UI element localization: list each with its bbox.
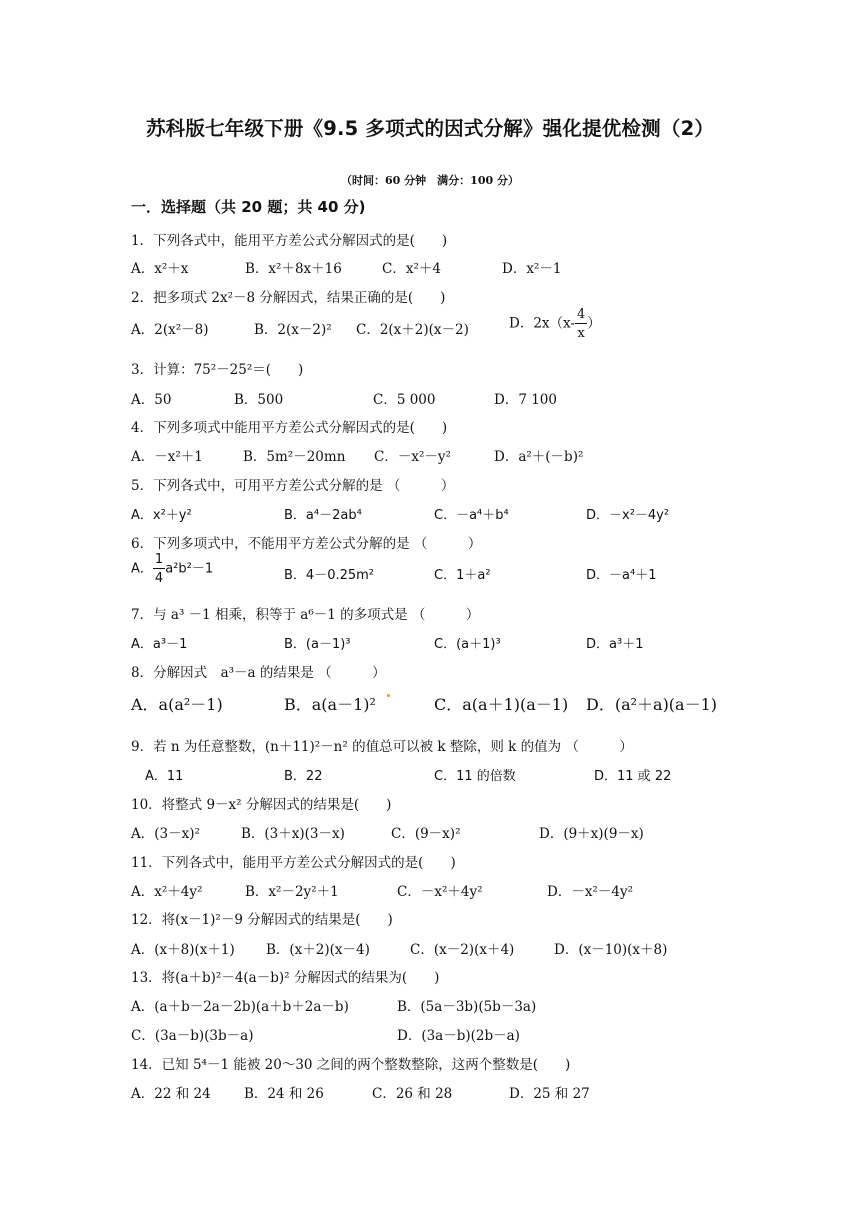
q5-option-b: B．a⁴－2ab⁴ — [284, 508, 362, 523]
q13-option-c: C．(3a－b)(3b－a) — [131, 1028, 254, 1044]
q2-d-denominator: x — [577, 326, 585, 341]
q6-a-numerator: 1 — [154, 552, 164, 567]
question-9: 9．若 n 为任意整数，(n＋11)²－n² 的值总可以被 k 整除，则 k 的值为 （ ） — [131, 739, 633, 755]
page-title: 苏科版七年级下册《9.5 多项式的因式分解》强化提优检测（2） — [145, 117, 715, 140]
q8-option-a: A．a(a²－1) — [131, 695, 223, 714]
q2-d-prefix: D．2x（x- — [509, 315, 575, 332]
q10-option-a: A．(3－x)² — [131, 826, 200, 842]
q13-option-b: B．(5a－3b)(5b－3a) — [397, 999, 537, 1015]
q13-option-d: D．(3a－b)(2b－a) — [397, 1028, 520, 1044]
q11-option-b: B．x²－2y²＋1 — [245, 884, 339, 900]
q8-option-b: B．a(a－1)² — [284, 695, 376, 714]
q2-option-a: A．2(x²－8) — [131, 322, 209, 338]
q3-option-c: C．5 000 — [373, 392, 436, 408]
q12-option-a: A．(x＋8)(x＋1) — [131, 942, 235, 958]
q11-option-d: D．－x²－4y² — [547, 884, 633, 900]
q14-option-c: C．26 和 28 — [372, 1086, 453, 1102]
q6-option-b: B．4－0.25m² — [284, 568, 375, 583]
question-8: 8．分解因式 a³－a 的结果是 （ ） — [131, 665, 386, 681]
q4-option-b: B．5m²－20mn — [243, 449, 346, 465]
question-1: 1．下列各式中，能用平方差公式分解因式的是( ) — [131, 233, 448, 249]
q5-option-a: A．x²＋y² — [131, 508, 192, 523]
question-12: 12．将(x－1)²－9 分解因式的结果是( ) — [131, 912, 393, 928]
q9-option-a: A．11 — [145, 769, 184, 784]
q5-option-d: D．－x²－4y² — [586, 508, 670, 523]
q6-option-c: C．1＋a² — [434, 568, 491, 583]
q14-option-d: D．25 和 27 — [509, 1086, 590, 1102]
question-14: 14．已知 5⁴－1 能被 20～30 之间的两个整数整除，这两个整数是( ) — [131, 1057, 571, 1073]
q6-a-fraction — [153, 553, 165, 585]
q2-option-d — [509, 308, 601, 340]
q8-option-c: C．a(a＋1)(a－1) — [434, 695, 569, 714]
q5-option-c: C．－a⁴＋b⁴ — [434, 508, 509, 523]
q8-option-d: D．(a²＋a)(a－1) — [586, 695, 718, 714]
q13-option-a: A．(a＋b－2a－2b)(a＋b＋2a－b) — [131, 999, 349, 1015]
q1-option-c: C．x²＋4 — [382, 261, 441, 277]
exam-info: （时间：60 分钟 满分：100 分） — [341, 174, 519, 187]
q7-option-c: C．(a＋1)³ — [434, 637, 501, 652]
q7-option-d: D．a³＋1 — [586, 637, 644, 652]
q6-a-denominator: 4 — [154, 571, 164, 586]
q2-option-b: B．2(x－2)² — [254, 322, 332, 338]
q1-option-d: D．x²－1 — [502, 261, 562, 277]
q14-option-a: A．22 和 24 — [131, 1086, 211, 1102]
q4-option-d: D．a²＋(－b)² — [494, 449, 584, 465]
question-2: 2．把多项式 2x²－8 分解因式，结果正确的是( ) — [131, 290, 446, 306]
q9-option-b: B．22 — [284, 769, 323, 784]
q12-option-b: B．(x＋2)(x－4) — [266, 942, 370, 958]
question-10: 10．将整式 9－x² 分解因式的结果是( ) — [131, 797, 392, 813]
q7-option-b: B．(a－1)³ — [284, 637, 351, 652]
q9-option-c: C．11 的倍数 — [434, 769, 516, 784]
question-11: 11．下列各式中，能用平方差公式分解因式的是( ) — [131, 855, 456, 871]
q4-option-c: C．－x²－y² — [374, 449, 451, 465]
q2-d-fraction — [575, 308, 587, 340]
section-heading: 一．选择题（共 20 题；共 40 分) — [131, 198, 366, 216]
q11-option-c: C．－x²＋4y² — [397, 884, 483, 900]
q4-option-a: A．－x²＋1 — [131, 449, 203, 465]
q7-option-a: A．a³－1 — [131, 637, 188, 652]
q3-option-b: B．500 — [234, 392, 284, 408]
question-4: 4．下列多项式中能用平方差公式分解因式的是( ) — [131, 420, 448, 436]
q2-option-c: C．2(x＋2)(x－2) — [356, 322, 469, 338]
q3-option-d: D．7 100 — [494, 392, 557, 408]
q2-d-numerator: 4 — [576, 307, 586, 322]
question-3: 3．计算：75²－25²＝( ) — [131, 362, 304, 378]
q9-option-d: D．11 或 22 — [594, 769, 672, 784]
q10-option-d: D．(9＋x)(9－x) — [539, 826, 644, 842]
q1-option-b: B．x²＋8x＋16 — [245, 261, 342, 277]
q1-option-a: A．x²＋x — [131, 261, 189, 277]
q12-option-c: C．(x－2)(x＋4) — [410, 942, 515, 958]
question-13: 13．将(a＋b)²－4(a－b)² 分解因式的结果为( ) — [131, 970, 440, 986]
question-6: 6．下列多项式中，不能用平方差公式分解的是 （ ） — [131, 536, 482, 552]
q6-option-a — [131, 553, 213, 585]
q10-option-c: C．(9－x)² — [391, 826, 461, 842]
question-7: 7．与 a³ －1 相乘，积等于 a⁶－1 的多项式是 （ ） — [131, 607, 480, 623]
q14-option-b: B．24 和 26 — [244, 1086, 324, 1102]
q11-option-a: A．x²＋4y² — [131, 884, 203, 900]
q6-a-term: a²b²－1 — [165, 561, 214, 577]
q12-option-d: D．(x－10)(x＋8) — [554, 942, 668, 958]
orange-dot — [387, 694, 390, 697]
question-5: 5．下列各式中，可用平方差公式分解的是 （ ） — [131, 478, 455, 494]
q6-a-prefix: A． — [131, 561, 153, 577]
q3-option-a: A．50 — [131, 392, 172, 408]
q10-option-b: B．(3＋x)(3－x) — [241, 826, 345, 842]
q6-option-d: D．－a⁴＋1 — [586, 568, 657, 583]
q2-d-suffix: ） — [587, 315, 601, 332]
